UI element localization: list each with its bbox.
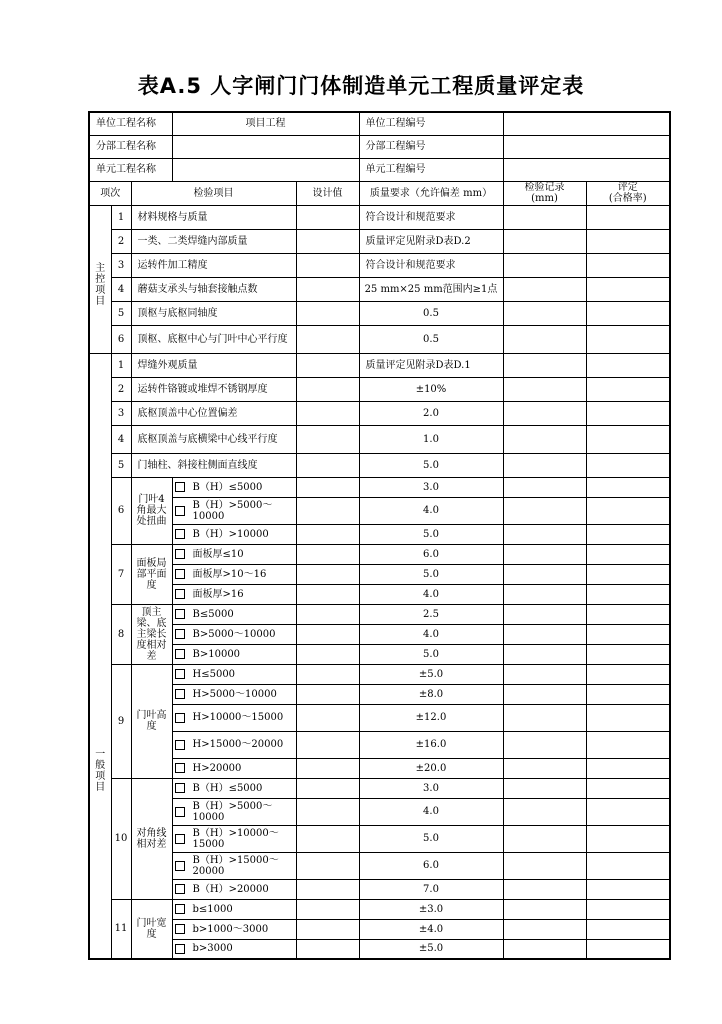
requirement-cell: ±12.0 (359, 704, 503, 731)
sub-condition-label: b>3000 (192, 943, 233, 955)
sub-condition-label: B（H）>5000～10000 (192, 499, 273, 522)
sub-condition-cell[interactable] (172, 564, 296, 584)
item-no: 5 (111, 301, 131, 325)
sub-condition-cell[interactable] (172, 684, 296, 704)
eval-cell[interactable] (586, 497, 670, 524)
checkbox[interactable] (175, 589, 185, 599)
requirement-cell: ±5.0 (359, 939, 503, 959)
record-cell[interactable] (503, 564, 586, 584)
checkbox[interactable] (175, 944, 185, 954)
item-name: 门叶高度 (131, 664, 172, 778)
checkbox[interactable] (175, 924, 185, 934)
requirement-cell: ±5.0 (359, 664, 503, 684)
sub-condition-label: B（H）>5000～10000 (192, 800, 273, 823)
requirement-cell: 7.0 (359, 879, 503, 899)
unit-project-no-value[interactable] (503, 112, 670, 135)
design-value-cell[interactable] (296, 664, 359, 684)
record-cell[interactable] (503, 584, 586, 604)
eval-cell[interactable] (586, 477, 670, 497)
requirement-cell: 质量评定见附录D表D.1 (359, 353, 503, 377)
sub-condition-cell[interactable] (172, 879, 296, 899)
eval-cell[interactable] (586, 301, 670, 325)
sub-condition-label: b≤1000 (192, 903, 233, 915)
requirement-cell: 2.5 (359, 604, 503, 624)
checkbox[interactable] (175, 740, 185, 750)
item-no: 2 (111, 377, 131, 401)
item-no: 11 (111, 899, 131, 959)
eval-cell[interactable] (586, 325, 670, 353)
record-cell[interactable] (503, 453, 586, 477)
eval-cell[interactable] (586, 353, 670, 377)
element-no-value[interactable] (503, 158, 670, 181)
checkbox[interactable] (175, 629, 185, 639)
item-no: 2 (111, 229, 131, 253)
record-cell[interactable] (503, 664, 586, 684)
requirement-cell: ±4.0 (359, 919, 503, 939)
design-value-cell[interactable] (296, 919, 359, 939)
requirement-cell: 4.0 (359, 624, 503, 644)
sub-condition-cell[interactable] (172, 584, 296, 604)
record-cell[interactable] (503, 524, 586, 544)
eval-cell[interactable] (586, 778, 670, 798)
item-name: 顶枢与底枢同轴度 (131, 301, 296, 325)
design-value-cell[interactable] (296, 301, 359, 325)
sub-condition-cell[interactable] (172, 798, 296, 825)
record-cell[interactable] (503, 253, 586, 277)
item-no: 6 (111, 477, 131, 544)
eval-cell[interactable] (586, 453, 670, 477)
sub-condition-cell[interactable] (172, 778, 296, 798)
design-value-cell[interactable] (296, 879, 359, 899)
record-cell[interactable] (503, 624, 586, 644)
requirement-cell: 5.0 (359, 644, 503, 664)
eval-cell[interactable] (586, 704, 670, 731)
design-value-cell[interactable] (296, 939, 359, 959)
requirement-cell: 1.0 (359, 425, 503, 453)
general-group-label: 一 般 项 目 (89, 353, 111, 959)
requirement-cell: 25 mm×25 mm范围内≥1点 (359, 277, 503, 301)
requirement-cell: 0.5 (359, 325, 503, 353)
sub-condition-cell[interactable] (172, 624, 296, 644)
record-cell[interactable] (503, 825, 586, 852)
design-value-cell[interactable] (296, 229, 359, 253)
requirement-cell: 6.0 (359, 544, 503, 564)
eval-cell[interactable] (586, 229, 670, 253)
sub-condition-label: B>5000～10000 (192, 628, 276, 640)
record-cell[interactable] (503, 704, 586, 731)
record-cell[interactable] (503, 939, 586, 959)
checkbox[interactable] (175, 861, 185, 871)
eval-cell[interactable] (586, 377, 670, 401)
eval-cell[interactable] (586, 758, 670, 778)
record-cell[interactable] (503, 758, 586, 778)
sub-condition-label: H>5000～10000 (192, 688, 277, 700)
design-value-cell[interactable] (296, 377, 359, 401)
eval-cell[interactable] (586, 604, 670, 624)
sub-condition-label: 面板厚≤10 (192, 548, 244, 560)
eval-cell[interactable] (586, 253, 670, 277)
requirement-cell: 5.0 (359, 564, 503, 584)
item-no: 4 (111, 277, 131, 301)
item-name: 底枢顶盖中心位置偏差 (131, 401, 296, 425)
sub-condition-label: 面板厚>10～16 (192, 568, 267, 580)
sub-condition-cell[interactable] (172, 852, 296, 879)
division-no-label: 分部工程编号 (359, 135, 503, 158)
design-value-cell[interactable] (296, 899, 359, 919)
item-name: 门叶宽度 (131, 899, 172, 959)
record-cell[interactable] (503, 879, 586, 899)
eval-cell[interactable] (586, 919, 670, 939)
eval-cell[interactable] (586, 644, 670, 664)
sub-condition-label: H≤5000 (192, 668, 236, 680)
item-name: 门叶4角最大处扭曲 (131, 477, 172, 544)
header-design: 设计值 (296, 181, 359, 205)
item-name: 材料规格与质量 (131, 205, 296, 229)
unit-project-no-label: 单位工程编号 (359, 112, 503, 135)
design-value-cell[interactable] (296, 401, 359, 425)
checkbox[interactable] (175, 482, 185, 492)
requirement-cell: 5.0 (359, 825, 503, 852)
design-value-cell[interactable] (296, 758, 359, 778)
sub-condition-cell[interactable] (172, 497, 296, 524)
sub-condition-label: B>10000 (192, 648, 241, 660)
design-value-cell[interactable] (296, 277, 359, 301)
eval-cell[interactable] (586, 939, 670, 959)
checkbox[interactable] (175, 763, 185, 773)
record-cell[interactable] (503, 731, 586, 758)
eval-cell[interactable] (586, 277, 670, 301)
sub-condition-label: 面板厚>16 (192, 588, 244, 600)
element-label: 单元工程名称 (89, 158, 172, 181)
record-cell[interactable] (503, 377, 586, 401)
sub-condition-cell[interactable] (172, 899, 296, 919)
design-value-cell[interactable] (296, 852, 359, 879)
record-cell[interactable] (503, 425, 586, 453)
requirement-cell: 4.0 (359, 798, 503, 825)
item-name: 蘑菇支承头与轴套接触点数 (131, 277, 296, 301)
requirement-cell: ±20.0 (359, 758, 503, 778)
checkbox[interactable] (175, 609, 185, 619)
checkbox[interactable] (175, 649, 185, 659)
sub-condition-cell[interactable] (172, 604, 296, 624)
record-cell[interactable] (503, 852, 586, 879)
item-no: 7 (111, 544, 131, 604)
element-no-label: 单元工程编号 (359, 158, 503, 181)
sub-condition-label: b>1000～3000 (192, 923, 269, 935)
requirement-cell: ±16.0 (359, 731, 503, 758)
sub-condition-cell[interactable] (172, 664, 296, 684)
sub-condition-cell[interactable] (172, 758, 296, 778)
requirement-cell: 质量评定见附录D表D.2 (359, 229, 503, 253)
item-no: 5 (111, 453, 131, 477)
sub-condition-cell[interactable] (172, 825, 296, 852)
record-cell[interactable] (503, 301, 586, 325)
requirement-cell: ±8.0 (359, 684, 503, 704)
sub-condition-cell[interactable] (172, 644, 296, 664)
checkbox[interactable] (175, 834, 185, 844)
design-value-cell[interactable] (296, 205, 359, 229)
eval-cell[interactable] (586, 425, 670, 453)
eval-cell[interactable] (586, 205, 670, 229)
design-value-cell[interactable] (296, 477, 359, 497)
header-item: 检验项目 (131, 181, 296, 205)
item-no: 1 (111, 205, 131, 229)
design-value-cell[interactable] (296, 778, 359, 798)
design-value-cell[interactable] (296, 353, 359, 377)
sub-condition-label: B（H）≤5000 (192, 481, 263, 493)
checkbox[interactable] (175, 529, 185, 539)
design-value-cell[interactable] (296, 425, 359, 453)
division-no-value[interactable] (503, 135, 670, 158)
design-value-cell[interactable] (296, 644, 359, 664)
record-cell[interactable] (503, 325, 586, 353)
sub-condition-cell[interactable] (172, 477, 296, 497)
design-value-cell[interactable] (296, 825, 359, 852)
record-cell[interactable] (503, 644, 586, 664)
form-title: 表A.5 人字闸门门体制造单元工程质量评定表 (137, 74, 585, 98)
item-name: 顶枢、底枢中心与门叶中心平行度 (131, 325, 296, 353)
record-cell[interactable] (503, 229, 586, 253)
design-value-cell[interactable] (296, 731, 359, 758)
design-value-cell[interactable] (296, 798, 359, 825)
unit-project-value[interactable]: 项目工程 (172, 112, 359, 135)
design-value-cell[interactable] (296, 497, 359, 524)
checkbox[interactable] (175, 884, 185, 894)
record-cell[interactable] (503, 477, 586, 497)
checkbox[interactable] (175, 669, 185, 679)
record-cell[interactable] (503, 899, 586, 919)
sub-condition-cell[interactable] (172, 544, 296, 564)
sub-condition-label: B（H）>10000 (192, 528, 269, 540)
item-no: 10 (111, 778, 131, 899)
sub-condition-cell[interactable] (172, 704, 296, 731)
sub-condition-cell[interactable] (172, 919, 296, 939)
record-cell[interactable] (503, 401, 586, 425)
requirement-cell: 3.0 (359, 778, 503, 798)
record-cell[interactable] (503, 919, 586, 939)
eval-cell[interactable] (586, 664, 670, 684)
requirement-cell: 4.0 (359, 497, 503, 524)
eval-cell[interactable] (586, 401, 670, 425)
item-name: 运转件加工精度 (131, 253, 296, 277)
sub-condition-label: H>10000～15000 (192, 712, 284, 723)
record-cell[interactable] (503, 353, 586, 377)
sub-condition-cell[interactable] (172, 731, 296, 758)
design-value-cell[interactable] (296, 684, 359, 704)
eval-cell[interactable] (586, 624, 670, 644)
record-cell[interactable] (503, 778, 586, 798)
eval-cell[interactable] (586, 564, 670, 584)
item-name: 一类、二类焊缝内部质量 (131, 229, 296, 253)
requirement-cell: ±10% (359, 377, 503, 401)
checkbox[interactable] (175, 689, 185, 699)
design-value-cell[interactable] (296, 584, 359, 604)
item-no: 8 (111, 604, 131, 664)
header-requirement: 质量要求（允许偏差 mm） (359, 181, 503, 205)
design-value-cell[interactable] (296, 624, 359, 644)
requirement-cell: 符合设计和规范要求 (359, 253, 503, 277)
design-value-cell[interactable] (296, 604, 359, 624)
division-label: 分部工程名称 (89, 135, 172, 158)
sub-condition-cell[interactable] (172, 524, 296, 544)
checkbox[interactable] (175, 569, 185, 579)
eval-cell[interactable] (586, 584, 670, 604)
checkbox[interactable] (175, 783, 185, 793)
item-name: 焊缝外观质量 (131, 353, 296, 377)
record-cell[interactable] (503, 798, 586, 825)
eval-cell[interactable] (586, 798, 670, 825)
item-no: 9 (111, 664, 131, 778)
item-name: 门轴柱、斜接柱侧面直线度 (131, 453, 296, 477)
sub-condition-label: B（H）≤5000 (192, 782, 263, 794)
item-name: 底枢顶盖与底横梁中心线平行度 (131, 425, 296, 453)
eval-cell[interactable] (586, 825, 670, 852)
eval-cell[interactable] (586, 899, 670, 919)
eval-cell[interactable] (586, 879, 670, 899)
record-cell[interactable] (503, 604, 586, 624)
record-cell[interactable] (503, 544, 586, 564)
checkbox[interactable] (175, 807, 185, 817)
requirement-cell: 6.0 (359, 852, 503, 879)
division-value[interactable] (172, 135, 359, 158)
sub-condition-label: H>15000～20000 (192, 739, 284, 750)
design-value-cell[interactable] (296, 704, 359, 731)
record-cell[interactable] (503, 497, 586, 524)
design-value-cell[interactable] (296, 253, 359, 277)
design-value-cell[interactable] (296, 564, 359, 584)
checkbox[interactable] (175, 713, 185, 723)
requirement-cell: 4.0 (359, 584, 503, 604)
header-seq: 项次 (89, 181, 131, 205)
sub-condition-label: B（H）>10000～15000 (192, 827, 279, 850)
requirement-cell: 3.0 (359, 477, 503, 497)
sub-condition-label: B（H）>20000 (192, 883, 269, 895)
requirement-cell: 0.5 (359, 301, 503, 325)
checkbox[interactable] (175, 904, 185, 914)
header-eval: 评定 (合格率) (586, 181, 670, 205)
item-name: 运转件铬镀或堆焊不锈钢厚度 (131, 377, 296, 401)
item-name: 对角线相对差 (131, 778, 172, 899)
requirement-cell: 2.0 (359, 401, 503, 425)
item-no: 6 (111, 325, 131, 353)
requirement-cell: ±3.0 (359, 899, 503, 919)
quality-evaluation-table (88, 111, 671, 960)
unit-project-label: 单位工程名称 (89, 112, 172, 135)
sub-condition-label: H>20000 (192, 762, 242, 774)
item-no: 1 (111, 353, 131, 377)
item-no: 3 (111, 401, 131, 425)
requirement-cell: 5.0 (359, 453, 503, 477)
requirement-cell: 5.0 (359, 524, 503, 544)
requirement-cell: 符合设计和规范要求 (359, 205, 503, 229)
record-cell[interactable] (503, 277, 586, 301)
record-cell[interactable] (503, 205, 586, 229)
element-value[interactable] (172, 158, 359, 181)
header-record: 检验记录 (mm) (503, 181, 586, 205)
item-no: 3 (111, 253, 131, 277)
eval-cell[interactable] (586, 731, 670, 758)
eval-cell[interactable] (586, 544, 670, 564)
eval-cell[interactable] (586, 684, 670, 704)
sub-condition-label: B≤5000 (192, 608, 234, 620)
item-name: 面板局部平面度 (131, 544, 172, 604)
design-value-cell[interactable] (296, 524, 359, 544)
sub-condition-label: B（H）>15000～20000 (192, 854, 279, 877)
design-value-cell[interactable] (296, 453, 359, 477)
main-group-label: 主 控 项 目 (89, 205, 111, 353)
checkbox[interactable] (175, 549, 185, 559)
eval-cell[interactable] (586, 852, 670, 879)
record-cell[interactable] (503, 684, 586, 704)
design-value-cell[interactable] (296, 325, 359, 353)
design-value-cell[interactable] (296, 544, 359, 564)
sub-condition-cell[interactable] (172, 939, 296, 959)
item-name: 顶主梁、底主梁长度相对差 (131, 604, 172, 664)
checkbox[interactable] (175, 506, 185, 516)
item-no: 4 (111, 425, 131, 453)
eval-cell[interactable] (586, 524, 670, 544)
